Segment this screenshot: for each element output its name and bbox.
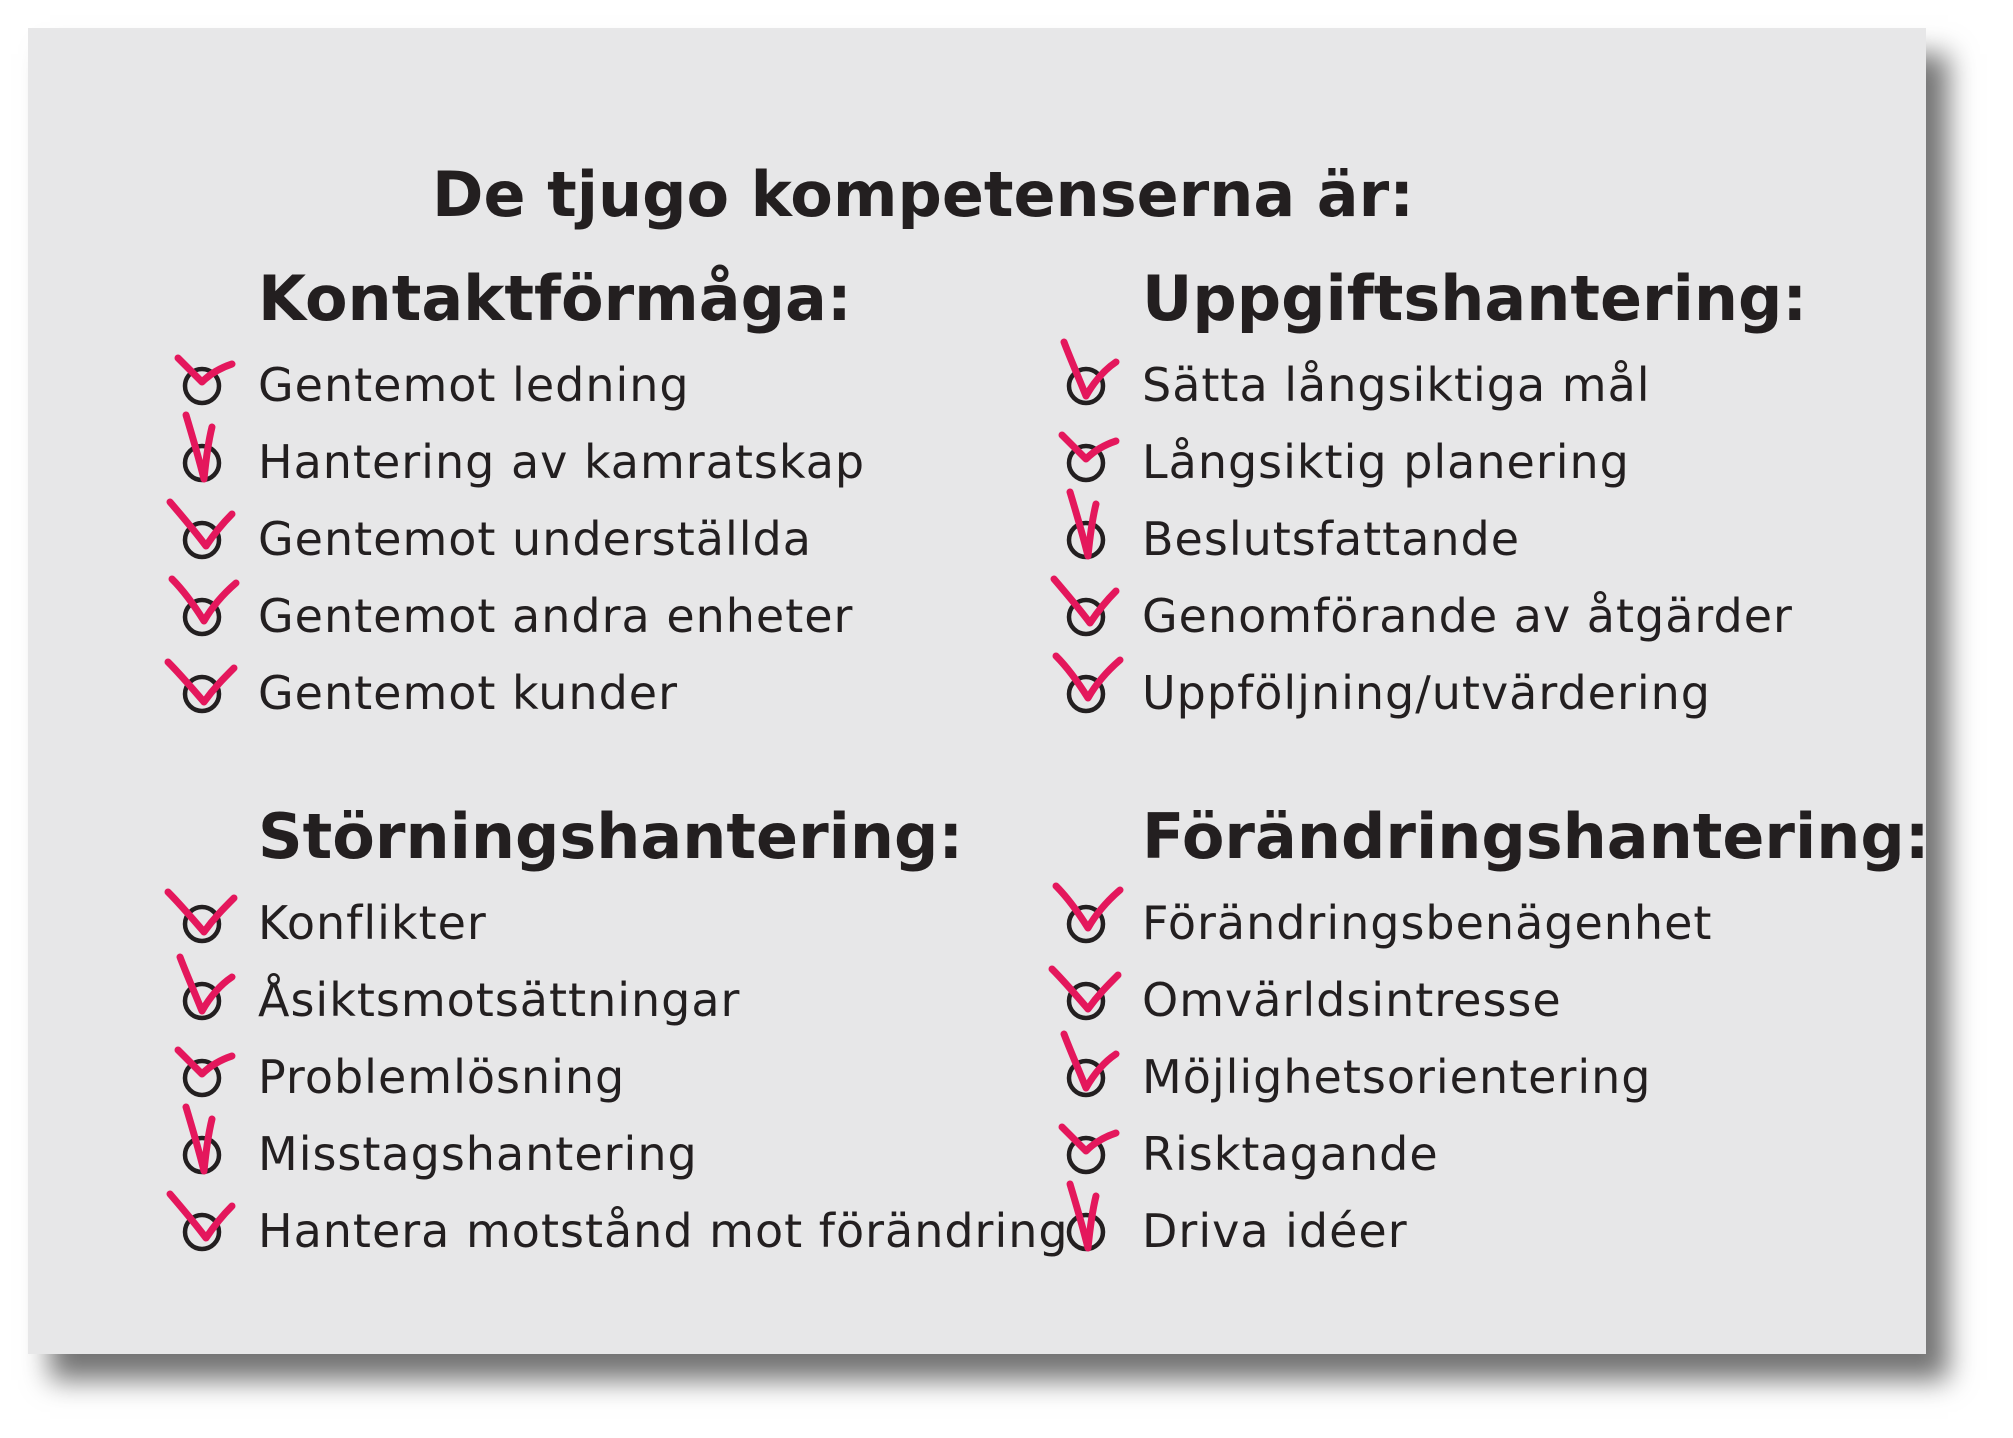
checklist-item	[178, 506, 998, 576]
checklist-item	[1062, 506, 1882, 576]
check-stroke	[1070, 1184, 1096, 1248]
item-label: Långsiktig planering	[1142, 435, 1630, 489]
checklist-item	[178, 1044, 998, 1114]
item-label: Misstagshantering	[258, 1127, 698, 1181]
item-label: Gentemot andra enheter	[258, 589, 854, 643]
item-label: Hantering av kamratskap	[258, 435, 866, 489]
checklist-item	[178, 1198, 1069, 1268]
item-label: Problemlösning	[258, 1050, 626, 1104]
checklist-item	[1062, 660, 1882, 730]
check-stroke	[168, 892, 234, 932]
checkmark-icon	[1048, 626, 1138, 726]
section-title: Uppgiftshantering:	[1142, 262, 1808, 335]
checklist-item	[178, 583, 998, 653]
page-title: De tjugo kompetenserna är:	[431, 158, 1414, 231]
check-stroke	[186, 1107, 212, 1171]
checkmark-icon	[164, 1164, 254, 1264]
competence-card	[28, 28, 1930, 1354]
checklist-item	[1062, 1121, 1882, 1191]
checklist-item	[178, 429, 998, 499]
item-label: Gentemot kunder	[258, 666, 678, 720]
item-label: Beslutsfattande	[1142, 512, 1521, 566]
section-title: Förändringshantering:	[1142, 800, 1930, 873]
checklist-item	[178, 890, 998, 960]
item-label: Omvärldsintresse	[1142, 973, 1562, 1027]
checklist-item	[1062, 429, 1882, 499]
check-stroke	[168, 662, 234, 702]
item-label: Konflikter	[258, 896, 487, 950]
checklist-item	[1062, 583, 1882, 653]
item-label: Sätta långsiktiga mål	[1142, 358, 1651, 412]
item-label: Förändringsbenägenhet	[1142, 896, 1713, 950]
item-label: Risktagande	[1142, 1127, 1439, 1181]
item-label: Gentemot ledning	[258, 358, 690, 412]
section-title: Kontaktförmåga:	[258, 262, 852, 335]
item-label: Gentemot underställda	[258, 512, 812, 566]
checkmark-icon	[1048, 1164, 1138, 1264]
checklist-item	[178, 660, 998, 730]
item-label: Genomförande av åtgärder	[1142, 589, 1793, 643]
check-stroke	[1052, 969, 1118, 1009]
checklist-item	[1062, 352, 1882, 422]
checklist-item	[1062, 1044, 1882, 1114]
item-label: Åsiktsmotsättningar	[258, 973, 741, 1027]
checklist-item	[178, 967, 998, 1037]
item-label: Uppföljning/utvärdering	[1142, 666, 1712, 720]
section-title: Störningshantering:	[258, 800, 964, 873]
checklist-item	[1062, 1198, 1882, 1268]
checklist-item	[178, 1121, 998, 1191]
item-label: Driva idéer	[1142, 1204, 1408, 1258]
check-stroke	[1070, 492, 1096, 556]
checklist-item	[178, 352, 998, 422]
checklist-item	[1062, 890, 1882, 960]
item-label: Hantera motstånd mot förändring	[258, 1204, 1069, 1258]
item-label: Möjlighetsorientering	[1142, 1050, 1652, 1104]
checklist-item	[1062, 967, 1882, 1037]
checkmark-icon	[164, 626, 254, 726]
check-stroke	[186, 415, 212, 479]
